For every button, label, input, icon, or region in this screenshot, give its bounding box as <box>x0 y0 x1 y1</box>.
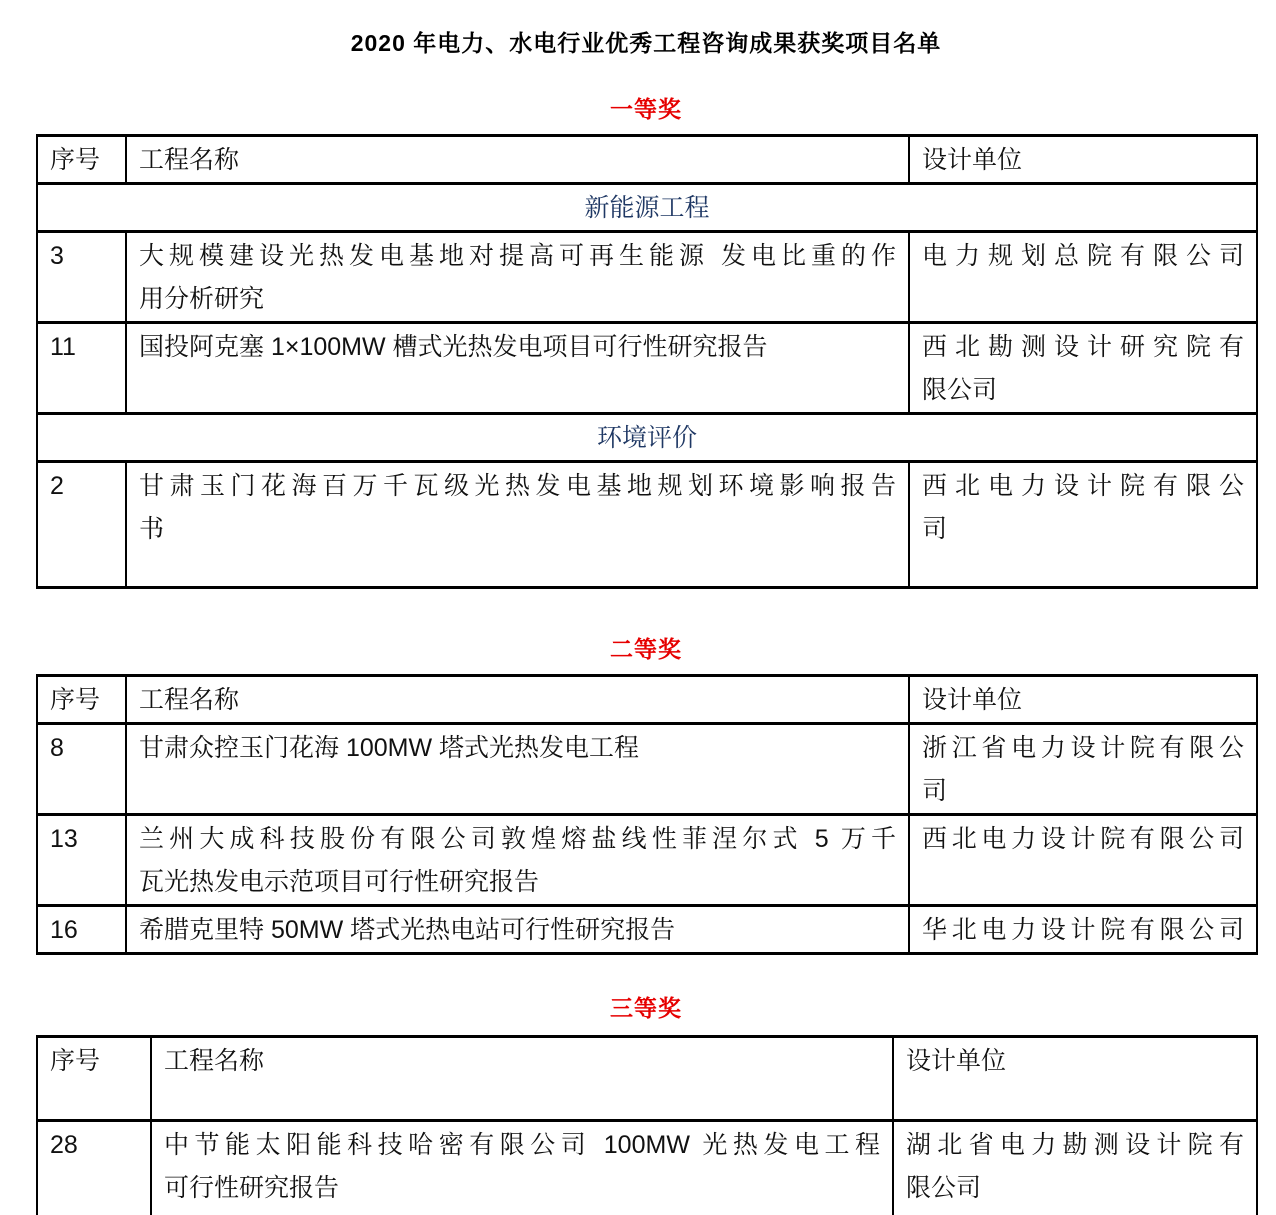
row-project-name: 兰州大成科技股份有限公司敦煌熔盐线性菲涅尔式 5 万千 瓦光热发电示范项目可行性研究报告 <box>126 815 909 906</box>
table-row <box>37 323 1257 414</box>
third-prize-table <box>36 1035 1258 1215</box>
row-no: 8 <box>37 724 126 815</box>
row-project-name: 大规模建设光热发电基地对提高可再生能源 发电比重的作 用分析研究 <box>126 232 909 323</box>
second-prize-table <box>36 674 1258 955</box>
row-no: 28 <box>37 1121 151 1215</box>
row-no: 11 <box>37 323 126 414</box>
second-prize-heading: 二等奖 <box>610 636 682 662</box>
row-design-unit: 湖北省电力勘测设计院有 限公司 <box>893 1121 1257 1215</box>
table-row <box>37 815 1257 906</box>
column-header-no: 序号 <box>37 1037 151 1121</box>
row-design-unit: 电力规划总院有限公司 <box>909 232 1257 323</box>
row-no: 13 <box>37 815 126 906</box>
row-project-name: 希腊克里特 50MW 塔式光热电站可行性研究报告 <box>126 906 909 954</box>
row-design-unit: 西北电力设计院有限公 司 <box>909 462 1257 588</box>
first-prize-table <box>36 134 1258 589</box>
third-prize-heading: 三等奖 <box>610 995 682 1021</box>
column-header-name: 工程名称 <box>126 136 909 184</box>
row-project-name: 甘肃众控玉门花海 100MW 塔式光热发电工程 <box>126 724 909 815</box>
table-row <box>37 1121 1257 1215</box>
table-row <box>37 724 1257 815</box>
row-design-unit: 西北电力设计院有限公司 <box>909 815 1257 906</box>
table-row <box>37 232 1257 323</box>
column-header-no: 序号 <box>37 136 126 184</box>
column-header-unit: 设计单位 <box>909 676 1257 724</box>
subsection-environment: 环境评价 <box>37 414 1257 462</box>
page-title: 2020 年电力、水电行业优秀工程咨询成果获奖项目名单 <box>350 30 942 56</box>
row-design-unit: 华北电力设计院有限公司 <box>909 906 1257 954</box>
row-design-unit: 西北勘测设计研究院有 限公司 <box>909 323 1257 414</box>
column-header-no: 序号 <box>37 676 126 724</box>
row-design-unit: 浙江省电力设计院有限公 司 <box>909 724 1257 815</box>
column-header-name: 工程名称 <box>126 676 909 724</box>
table-header-row <box>37 1037 1257 1121</box>
row-project-name: 甘肃玉门花海百万千瓦级光热发电基地规划环境影响报告 书 <box>126 462 909 588</box>
column-header-unit: 设计单位 <box>909 136 1257 184</box>
table-header-row <box>37 676 1257 724</box>
row-no: 2 <box>37 462 126 588</box>
row-project-name: 中节能太阳能科技哈密有限公司 100MW 光热发电工程 可行性研究报告 <box>151 1121 893 1215</box>
row-no: 16 <box>37 906 126 954</box>
column-header-unit: 设计单位 <box>893 1037 1257 1121</box>
row-no: 3 <box>37 232 126 323</box>
subsection-new-energy: 新能源工程 <box>37 184 1257 232</box>
subsection-row <box>37 184 1257 232</box>
column-header-name: 工程名称 <box>151 1037 893 1121</box>
subsection-row <box>37 414 1257 462</box>
row-project-name: 国投阿克塞 1×100MW 槽式光热发电项目可行性研究报告 <box>126 323 909 414</box>
table-row <box>37 906 1257 954</box>
document-page <box>36 0 1256 1215</box>
table-header-row <box>37 136 1257 184</box>
first-prize-heading: 一等奖 <box>610 96 682 122</box>
table-row <box>37 462 1257 588</box>
